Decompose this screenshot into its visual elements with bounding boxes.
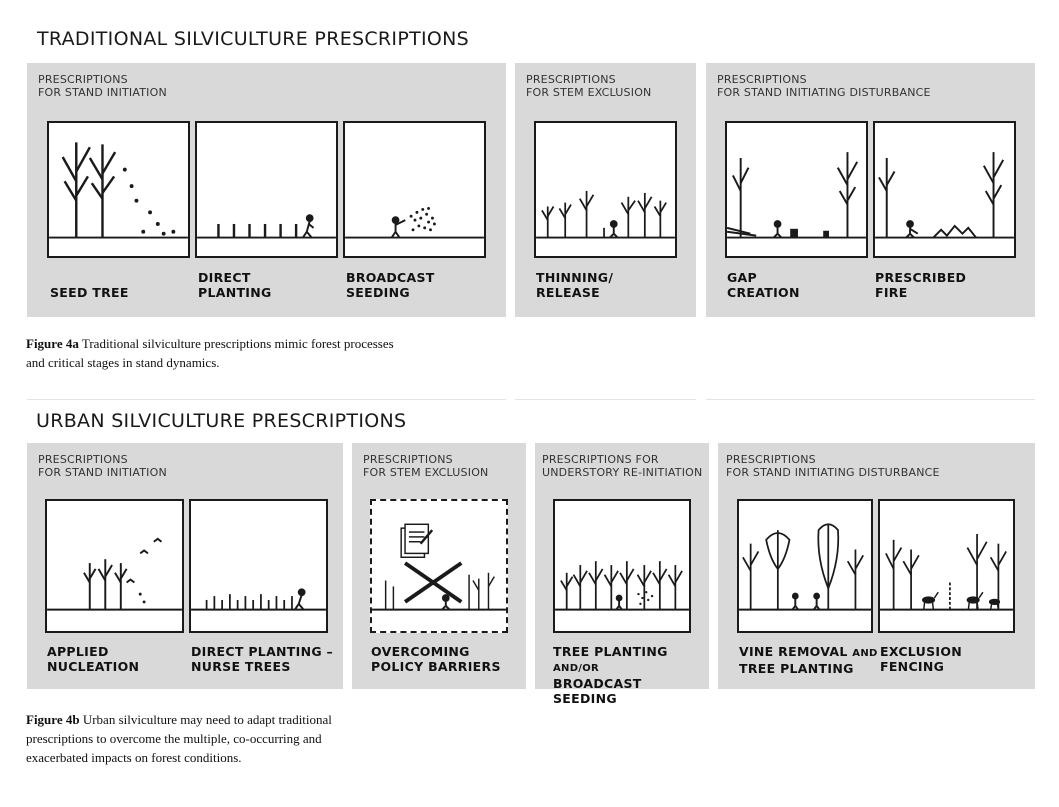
- urban-group-understory-reinitiation: [535, 443, 709, 706]
- logger-figure-icon: [610, 221, 618, 238]
- urban-section-title: URBAN SILVICULTURE PRESCRIPTIONS: [36, 410, 407, 432]
- seed-tree-illustration: [49, 123, 188, 256]
- figure-4b-text: Urban silviculture may need to adapt traditional prescriptions to overcome the multiple, co-occurring and exacerbated impacts on forest conditions.: [26, 712, 332, 765]
- group-label: PRESCRIPTIONS FOR STAND INITIATING DISTURBANCE: [717, 73, 931, 99]
- caption-gap-creation: GAP CREATION: [727, 270, 800, 300]
- traditional-group-stem-exclusion: [515, 63, 696, 317]
- group-label: PRESCRIPTIONS FOR STEM EXCLUSION: [526, 73, 652, 99]
- panel-direct-planting-nurse-trees: [189, 499, 328, 633]
- caption-direct-planting: DIRECT PLANTING: [198, 270, 272, 300]
- caption-prescribed-fire: PRESCRIBED FIRE: [875, 270, 967, 300]
- deer-icon: [923, 592, 1000, 609]
- panel-prescribed-fire: [873, 121, 1016, 258]
- vine-removal-illustration: [739, 501, 871, 631]
- nurse-trees-illustration: [191, 501, 326, 631]
- figure-4b-caption: [26, 710, 381, 767]
- worker-figure-icon: [792, 594, 819, 610]
- panel-exclusion-fencing: [878, 499, 1015, 633]
- divider-right: [706, 399, 1035, 400]
- caption-part-small: AND/OR: [553, 663, 600, 674]
- planter-figure-icon: [295, 589, 305, 609]
- caption-exclusion-fencing: EXCLUSION FENCING: [880, 644, 963, 674]
- caption-part-b: TREE PLANTING: [739, 661, 854, 676]
- planter-figure-icon: [616, 596, 622, 610]
- figure-4b-label: Figure 4b: [26, 712, 80, 727]
- applied-nucleation-illustration: [47, 501, 182, 631]
- divider-middle: [515, 399, 696, 400]
- caption-part-a: TREE PLANTING: [553, 644, 668, 659]
- urban-group-stand-initiation: [27, 443, 343, 689]
- cross-icon: [405, 563, 461, 602]
- caption-part-b: BROADCAST SEEDING: [553, 676, 642, 706]
- group-label: PRESCRIPTIONS FOR STEM EXCLUSION: [363, 453, 489, 479]
- caption-broadcast-seeding: BROADCAST SEEDING: [346, 270, 435, 300]
- worker-figure-icon: [442, 595, 450, 610]
- broadcast-seeding-illustration: [345, 123, 484, 256]
- gap-creation-illustration: [727, 123, 866, 256]
- understory-illustration: [555, 501, 689, 631]
- panel-vine-removal-tree-planting: [737, 499, 873, 633]
- panel-thinning-release: [534, 121, 677, 258]
- figure-4a-caption: [26, 334, 396, 372]
- traditional-group-stand-initiation: [27, 63, 506, 317]
- caption-part-small: AND: [852, 648, 878, 659]
- caption-nurse-trees: DIRECT PLANTING – NURSE TREES: [191, 644, 334, 674]
- logger-figure-icon: [774, 221, 828, 238]
- panel-applied-nucleation: [45, 499, 184, 633]
- thinning-release-illustration: [536, 123, 675, 256]
- panel-gap-creation: [725, 121, 868, 258]
- caption-thinning-release: THINNING/ RELEASE: [536, 270, 614, 300]
- caption-vine-removal-tree-planting: [739, 644, 878, 676]
- traditional-section-title: TRADITIONAL SILVICULTURE PRESCRIPTIONS: [37, 28, 470, 50]
- planter-figure-icon: [303, 215, 314, 237]
- exclusion-fencing-illustration: [880, 501, 1013, 631]
- panel-tree-planting-broadcast-seeding: [553, 499, 691, 633]
- divider-left: [27, 399, 506, 400]
- policy-barriers-illustration: [372, 501, 506, 631]
- seeder-figure-icon: [392, 217, 406, 237]
- caption-seed-tree: SEED TREE: [50, 285, 129, 300]
- panel-seed-tree: [47, 121, 190, 258]
- figure-4a-text: Traditional silviculture prescriptions mimic forest processes and critical stages in stand dynamics.: [26, 336, 394, 370]
- caption-part-a: VINE REMOVAL: [739, 644, 853, 659]
- panel-direct-planting: [195, 121, 338, 258]
- caption-applied-nucleation: APPLIED NUCLEATION: [47, 644, 140, 674]
- urban-group-stem-exclusion: [352, 443, 526, 689]
- panel-broadcast-seeding: [343, 121, 486, 258]
- fire-worker-figure-icon: [906, 221, 918, 238]
- figure-4a-label: Figure 4a: [26, 336, 79, 351]
- prescribed-fire-illustration: [875, 123, 1014, 256]
- urban-group-stand-initiating-disturbance: [718, 443, 1035, 689]
- group-label: PRESCRIPTIONS FOR UNDERSTORY RE-INITIATION: [542, 453, 703, 479]
- document-icon: [401, 524, 432, 557]
- panel-overcoming-policy-barriers: [370, 499, 508, 633]
- traditional-group-stand-initiating-disturbance: [706, 63, 1035, 317]
- group-label: PRESCRIPTIONS FOR STAND INITIATION: [38, 453, 167, 479]
- group-label: PRESCRIPTIONS FOR STAND INITIATION: [38, 73, 167, 99]
- caption-policy-barriers: OVERCOMING POLICY BARRIERS: [371, 644, 501, 674]
- direct-planting-illustration: [197, 123, 336, 256]
- caption-tree-planting-broadcast-seeding: [553, 644, 709, 706]
- group-label: PRESCRIPTIONS FOR STAND INITIATING DISTURBANCE: [726, 453, 940, 479]
